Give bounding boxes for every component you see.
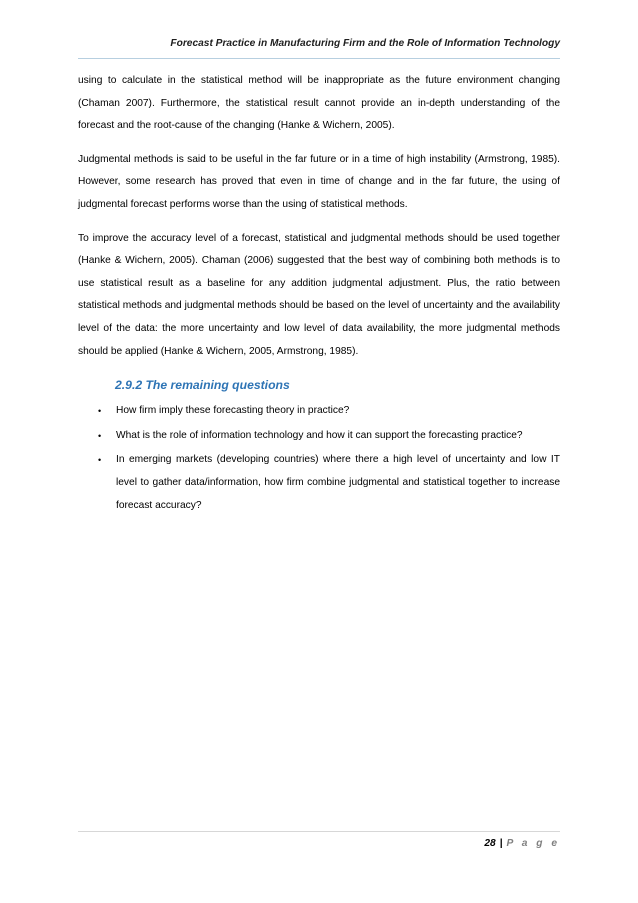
list-item-text: What is the role of information technology and how it can support the forecasting practice? [116,429,523,441]
list-item-text: In emerging markets (developing countries) where there a high level of uncertainty and low IT level to gather data/information, how firm combine judgmental and statistical together to increase forecast accuracy? [116,454,560,511]
bullet-icon: • [98,430,102,441]
header-divider [78,58,560,59]
running-header: Forecast Practice in Manufacturing Firm and the Role of Information Technology [170,38,560,49]
questions-list [78,400,560,517]
bullet-icon: • [98,406,102,417]
footer-divider [78,831,560,832]
list-item [78,425,560,448]
paragraph-judgmental-methods: Judgmental methods is said to be useful in the far future or in a time of high instability (Armstrong, 1985). However, some research has proved that even in time of change and in the far future, the using of judgmental forecast performs worse than the using of statistical methods. [78,153,560,210]
section-heading: 2.9.2 The remaining questions [115,378,290,393]
page-number: 28 [484,838,496,849]
list-item [78,449,560,517]
paragraph-combining-methods: To improve the accuracy level of a forecast, statistical and judgmental methods should be used together (Hanke & Wichern, 2005). Chaman (2006) suggested that the best way of combining both methods is to use statistical result as a baseline for any addition judgmental adjustment. Plus, the ratio between statistical methods and judgmental methods should be based on the level of uncertainty and the availability level of the data: the more uncertainty and low level of data availability, the more judgmental methods should be applied (Hanke & Wichern, 2005, Armstrong, 1985). [78,232,560,357]
page-label: P a g e [506,838,560,849]
list-item [78,400,560,423]
list-item-text: How firm imply these forecasting theory in practice? [116,405,350,417]
bullet-icon: • [98,455,102,466]
body-text [78,70,560,519]
page-footer [78,838,560,849]
paragraph-statistical-limitations: using to calculate in the statistical method will be inappropriate as the future environment changing (Chaman 2007). Furthermore, the statistical result cannot provide an in-depth understanding of the forecast and the root-cause of the changing (Hanke & Wichern, 2005). [78,75,560,132]
footer-separator: | [499,838,503,849]
